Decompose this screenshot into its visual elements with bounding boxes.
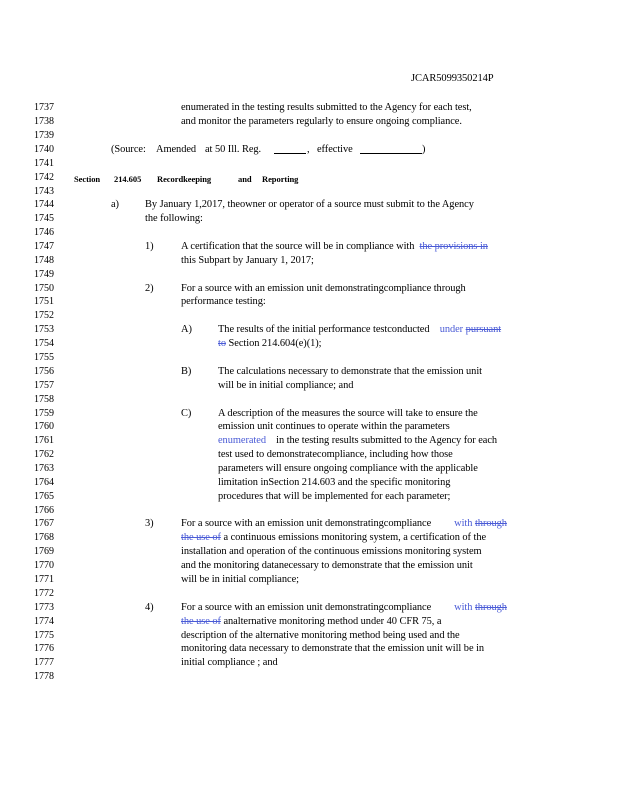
- body-text-line: the following:: [145, 213, 203, 224]
- line-number: 1761: [34, 435, 54, 446]
- body-text-line: [218, 324, 501, 336]
- line-number: 1757: [34, 380, 54, 391]
- register-blank: [274, 144, 306, 154]
- body-text-line: [218, 338, 322, 350]
- text-span: Section 214.604(e)(1);: [228, 338, 322, 349]
- body-text-line: and monitor the parameters regularly to ensure ongoing compliance.: [181, 116, 462, 127]
- deleted-text: to: [218, 338, 226, 349]
- line-number: 1764: [34, 477, 54, 488]
- inserted-text: under: [439, 324, 464, 335]
- line-number: 1753: [34, 324, 54, 335]
- line-number: 1754: [34, 338, 54, 349]
- body-text-line: will be in initial compliance; and: [218, 380, 354, 391]
- text-span: in the testing results submitted to the Agency for each: [276, 435, 498, 446]
- body-text-line: this Subpart by January 1, 2017;: [181, 255, 314, 266]
- item-label: 1): [145, 241, 154, 252]
- line-number: 1776: [34, 643, 54, 654]
- document-id: JCAR5099350214P: [411, 73, 494, 84]
- body-text-line: The calculations necessary to demonstrate that the emission unit: [218, 366, 482, 377]
- body-text-line: [181, 532, 486, 544]
- source-amended: Amended: [156, 144, 197, 155]
- text-span: analternative monitoring method under 40 CFR 75, a: [223, 616, 442, 627]
- subitem-label: B): [181, 366, 192, 377]
- inserted-text: enumerated: [218, 435, 266, 446]
- text-span: For a source with an emission unit demonstratingcompliance: [181, 518, 432, 529]
- line-number: 1748: [34, 255, 54, 266]
- body-text-line: initial compliance ; and: [181, 657, 278, 668]
- body-text-line: [181, 241, 488, 253]
- line-number: 1771: [34, 574, 54, 585]
- line-number: 1768: [34, 532, 54, 543]
- body-text-line: [181, 518, 507, 530]
- text-span: For a source with an emission unit demonstratingcompliance: [181, 602, 432, 613]
- line-number: 1749: [34, 269, 54, 280]
- line-number: 1775: [34, 630, 54, 641]
- line-number: 1747: [34, 241, 54, 252]
- subitem-label: C): [181, 408, 192, 419]
- line-number: 1772: [34, 588, 54, 599]
- line-number: 1767: [34, 518, 54, 529]
- body-text-line: [181, 616, 441, 628]
- line-number: 1758: [34, 394, 54, 405]
- body-text-line: test used to demonstratecompliance, including how those: [218, 449, 453, 460]
- line-number: 1770: [34, 560, 54, 571]
- line-number: 1777: [34, 657, 54, 668]
- section-number: 214.605: [114, 174, 142, 184]
- line-number: 1744: [34, 199, 54, 210]
- source-close: ): [422, 144, 426, 155]
- deleted-text: the use of: [181, 616, 221, 627]
- body-text-line: emission unit continues to operate within the parameters: [218, 421, 450, 432]
- line-number: 1740: [34, 144, 54, 155]
- body-text-line: By January 1,2017, theowner or operator of a source must submit to the Agency: [145, 199, 474, 210]
- body-text-line: [218, 435, 497, 447]
- deleted-text: through: [474, 518, 507, 529]
- body-text-line: will be in initial compliance;: [181, 574, 299, 585]
- deleted-text: through: [474, 602, 507, 613]
- inserted-text: with: [454, 518, 473, 529]
- body-text-line: description of the alternative monitoring method being used and the: [181, 630, 460, 641]
- line-number: 1741: [34, 158, 54, 169]
- source-effective: effective: [317, 144, 353, 155]
- section-title-and: and: [238, 174, 252, 184]
- section-title-2: Reporting: [262, 174, 299, 184]
- body-text-line: A description of the measures the source will take to ensure the: [218, 408, 478, 419]
- line-number: 1738: [34, 116, 54, 127]
- line-number: 1759: [34, 408, 54, 419]
- source-comma: ,: [307, 144, 310, 155]
- line-number: 1773: [34, 602, 54, 613]
- body-text-line: parameters will ensure ongoing compliance with the applicable: [218, 463, 478, 474]
- body-text-line: procedures that will be implemented for each parameter;: [218, 491, 451, 502]
- text-span: a continuous emissions monitoring system, a certification of the: [223, 532, 487, 543]
- section-title: Recordkeeping: [157, 174, 212, 184]
- line-number: 1760: [34, 421, 54, 432]
- inserted-text: with: [454, 602, 473, 613]
- body-text-line: and the monitoring datanecessary to demonstrate that the emission unit: [181, 560, 473, 571]
- body-text-line: For a source with an emission unit demonstratingcompliance through: [181, 283, 466, 294]
- line-number: 1742: [34, 172, 54, 183]
- body-text-line: installation and operation of the continuous emissions monitoring system: [181, 546, 482, 557]
- line-number: 1763: [34, 463, 54, 474]
- section-label: Section: [74, 174, 101, 184]
- body-text-line: performance testing:: [181, 296, 266, 307]
- body-text-line: enumerated in the testing results submitted to the Agency for each test,: [181, 102, 472, 113]
- line-number: 1750: [34, 283, 54, 294]
- line-number: 1751: [34, 296, 54, 307]
- line-number: 1756: [34, 366, 54, 377]
- subitem-label: A): [181, 324, 192, 335]
- line-number: 1755: [34, 352, 54, 363]
- text-span: A certification that the source will be in compliance with: [181, 241, 415, 252]
- effective-blank: [360, 144, 422, 154]
- body-text-line: limitation inSection 214.603 and the specific monitoring: [218, 477, 451, 488]
- text-span: The results of the initial performance testconducted: [218, 324, 430, 335]
- deleted-text: pursuant: [465, 324, 502, 335]
- source-label: (Source:: [111, 144, 146, 155]
- line-number: 1774: [34, 616, 54, 627]
- item-label: 4): [145, 602, 154, 613]
- deleted-text: the provisions in: [419, 241, 488, 252]
- line-number: 1769: [34, 546, 54, 557]
- line-number: 1762: [34, 449, 54, 460]
- body-text-line: [181, 602, 507, 614]
- body-text-line: monitoring data necessary to demonstrate that the emission unit will be in: [181, 643, 485, 654]
- line-number: 1752: [34, 310, 54, 321]
- line-number: 1739: [34, 130, 54, 141]
- line-number: 1737: [34, 102, 54, 113]
- line-number: 1766: [34, 505, 54, 516]
- source-register: at 50 Ill. Reg.: [205, 144, 262, 155]
- subsection-label: a): [111, 199, 119, 210]
- line-number: 1745: [34, 213, 54, 224]
- line-number: 1765: [34, 491, 54, 502]
- line-number: 1743: [34, 186, 54, 197]
- item-label: 2): [145, 283, 154, 294]
- deleted-text: the use of: [181, 532, 221, 543]
- line-number: 1746: [34, 227, 54, 238]
- line-number: 1778: [34, 671, 54, 682]
- item-label: 3): [145, 518, 154, 529]
